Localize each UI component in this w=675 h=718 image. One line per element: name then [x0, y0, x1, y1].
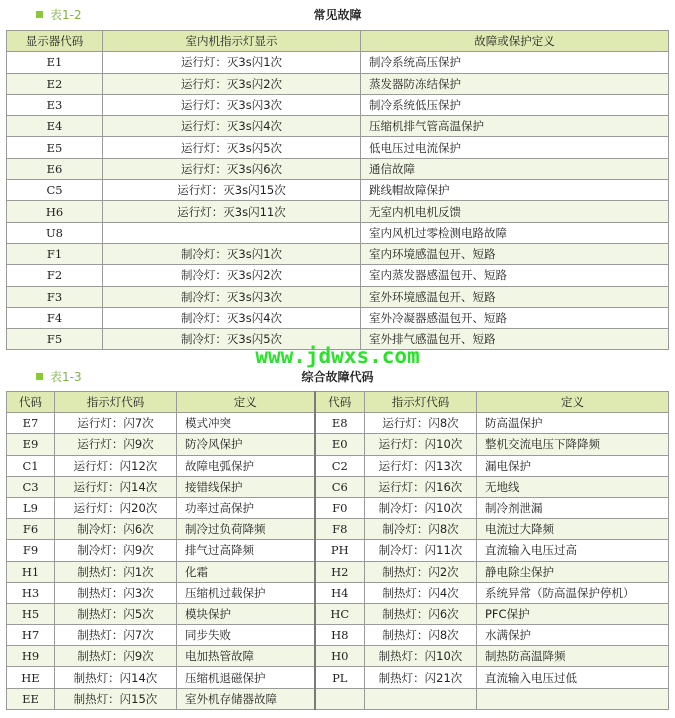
- indicator-cell: 制冷灯：闪9次: [55, 540, 177, 561]
- code-cell: H2: [315, 561, 365, 582]
- indicator-cell: 制热灯：闪9次: [55, 646, 177, 667]
- indicator-cell: 制热灯：闪4次: [365, 582, 477, 603]
- display-code-cell: E3: [7, 94, 103, 115]
- definition-cell: 蒸发器防冻结保护: [361, 73, 669, 94]
- table-row: [7, 286, 669, 307]
- display-code-cell: F5: [7, 329, 103, 350]
- definition-cell: 静电除尘保护: [477, 561, 669, 582]
- table-row: [7, 625, 669, 646]
- table-row: [7, 180, 669, 201]
- indicator-cell: 运行灯：闪12次: [55, 455, 177, 476]
- indicator-cell: 制热灯：闪21次: [365, 667, 477, 688]
- definition-cell: 防冷风保护: [177, 434, 315, 455]
- definition-cell: 水满保护: [477, 625, 669, 646]
- display-code-cell: F4: [7, 307, 103, 328]
- table-row: [7, 413, 669, 434]
- definition-cell: 化霜: [177, 561, 315, 582]
- definition-cell: 室外环境感温包开、短路: [361, 286, 669, 307]
- definition-cell: 制冷系统高压保护: [361, 52, 669, 73]
- definition-cell: 漏电保护: [477, 455, 669, 476]
- code-cell: H9: [7, 646, 55, 667]
- code-cell: PL: [315, 667, 365, 688]
- fault-codes-table: [6, 391, 669, 710]
- definition-cell: 制冷剂泄漏: [477, 497, 669, 518]
- definition-cell: 室内环境感温包开、短路: [361, 243, 669, 264]
- indicator-cell: 运行灯：闪7次: [55, 413, 177, 434]
- code-cell: E9: [7, 434, 55, 455]
- indicator-cell: 运行灯：闪13次: [365, 455, 477, 476]
- table1-header: [0, 6, 675, 24]
- indicator-cell: 制冷灯：灭3s闪5次: [103, 329, 361, 350]
- definition-cell: 功率过高保护: [177, 497, 315, 518]
- indicator-cell: 运行灯：灭3s闪3次: [103, 94, 361, 115]
- indicator-cell: 制热灯：闪7次: [55, 625, 177, 646]
- indicator-cell: 运行灯：灭3s闪1次: [103, 52, 361, 73]
- code-cell: H0: [315, 646, 365, 667]
- indicator-cell: 制热灯：闪15次: [55, 688, 177, 709]
- code-cell: H5: [7, 603, 55, 624]
- definition-cell: 制冷系统低压保护: [361, 94, 669, 115]
- code-cell: [315, 688, 365, 709]
- column-header: 故障或保护定义: [361, 31, 669, 52]
- table-row: [7, 497, 669, 518]
- column-header: 代码: [7, 392, 55, 413]
- display-code-cell: F3: [7, 286, 103, 307]
- definition-cell: 制热防高温降频: [477, 646, 669, 667]
- code-cell: HE: [7, 667, 55, 688]
- definition-cell: 电加热管故障: [177, 646, 315, 667]
- table-row: [7, 307, 669, 328]
- indicator-cell: 运行灯：灭3s闪5次: [103, 137, 361, 158]
- table-row: [7, 603, 669, 624]
- indicator-cell: 运行灯：灭3s闪6次: [103, 158, 361, 179]
- indicator-cell: 运行灯：闪16次: [365, 476, 477, 497]
- definition-cell: 通信故障: [361, 158, 669, 179]
- code-cell: H4: [315, 582, 365, 603]
- column-header: 定义: [177, 392, 315, 413]
- definition-cell: 压缩机退磁保护: [177, 667, 315, 688]
- display-code-cell: E1: [7, 52, 103, 73]
- indicator-cell: [365, 688, 477, 709]
- table-row: [7, 52, 669, 73]
- indicator-cell: 运行灯：闪20次: [55, 497, 177, 518]
- definition-cell: 电流过大降频: [477, 519, 669, 540]
- indicator-cell: 运行灯：灭3s闪11次: [103, 201, 361, 222]
- indicator-cell: 制热灯：闪8次: [365, 625, 477, 646]
- indicator-cell: 运行灯：闪8次: [365, 413, 477, 434]
- definition-cell: 压缩机过载保护: [177, 582, 315, 603]
- code-cell: H3: [7, 582, 55, 603]
- table2-header: [0, 368, 675, 386]
- code-cell: C6: [315, 476, 365, 497]
- indicator-cell: 制冷灯：灭3s闪2次: [103, 265, 361, 286]
- code-cell: E8: [315, 413, 365, 434]
- code-cell: C1: [7, 455, 55, 476]
- indicator-cell: 制热灯：闪10次: [365, 646, 477, 667]
- code-cell: HC: [315, 603, 365, 624]
- definition-cell: 排气过高降频: [177, 540, 315, 561]
- watermark: www.jdwxs.com: [255, 344, 420, 368]
- code-cell: H7: [7, 625, 55, 646]
- indicator-cell: 运行灯：闪9次: [55, 434, 177, 455]
- code-cell: C2: [315, 455, 365, 476]
- display-code-cell: E5: [7, 137, 103, 158]
- table-row: [7, 455, 669, 476]
- column-header: 指示灯代码: [55, 392, 177, 413]
- display-code-cell: H6: [7, 201, 103, 222]
- definition-cell: 室外冷凝器感温包开、短路: [361, 307, 669, 328]
- table-row: [7, 561, 669, 582]
- definition-cell: [477, 688, 669, 709]
- definition-cell: 直流输入电压过高: [477, 540, 669, 561]
- display-code-cell: E4: [7, 116, 103, 137]
- definition-cell: 压缩机排气管高温保护: [361, 116, 669, 137]
- indicator-cell: 制冷灯：灭3s闪4次: [103, 307, 361, 328]
- display-code-cell: E6: [7, 158, 103, 179]
- definition-cell: PFC保护: [477, 603, 669, 624]
- definition-cell: 系统异常（防高温保护停机）: [477, 582, 669, 603]
- column-header: 代码: [315, 392, 365, 413]
- definition-cell: 模块保护: [177, 603, 315, 624]
- table-row: [7, 582, 669, 603]
- definition-cell: 室外机存储器故障: [177, 688, 315, 709]
- table-row: [7, 137, 669, 158]
- indicator-cell: 制热灯：闪5次: [55, 603, 177, 624]
- display-code-cell: F2: [7, 265, 103, 286]
- indicator-cell: 制热灯：闪14次: [55, 667, 177, 688]
- definition-cell: 低电压过电流保护: [361, 137, 669, 158]
- indicator-cell: 运行灯：灭3s闪4次: [103, 116, 361, 137]
- table-row: [7, 646, 669, 667]
- table-row: [7, 667, 669, 688]
- definition-cell: 防高温保护: [477, 413, 669, 434]
- code-cell: F0: [315, 497, 365, 518]
- definition-cell: 制冷过负荷降频: [177, 519, 315, 540]
- code-cell: F8: [315, 519, 365, 540]
- table2-label: 表1-3: [50, 370, 82, 384]
- definition-cell: 跳线帽故障保护: [361, 180, 669, 201]
- definition-cell: 无室内机电机反馈: [361, 201, 669, 222]
- indicator-cell: 制冷灯：灭3s闪1次: [103, 243, 361, 264]
- definition-cell: 整机交流电压下降降频: [477, 434, 669, 455]
- display-code-cell: F1: [7, 243, 103, 264]
- column-header: 指示灯代码: [365, 392, 477, 413]
- code-cell: F6: [7, 519, 55, 540]
- code-cell: F9: [7, 540, 55, 561]
- code-cell: L9: [7, 497, 55, 518]
- indicator-cell: 运行灯：灭3s闪2次: [103, 73, 361, 94]
- indicator-cell: [103, 222, 361, 243]
- table-row: [7, 688, 669, 709]
- display-code-cell: E2: [7, 73, 103, 94]
- definition-cell: 直流输入电压过低: [477, 667, 669, 688]
- table-row: [7, 94, 669, 115]
- table-row: [7, 73, 669, 94]
- definition-cell: 室内风机过零检测电路故障: [361, 222, 669, 243]
- table-row: [7, 434, 669, 455]
- code-cell: C3: [7, 476, 55, 497]
- definition-cell: 无地线: [477, 476, 669, 497]
- indicator-cell: 运行灯：灭3s闪15次: [103, 180, 361, 201]
- column-header: 室内机指示灯显示: [103, 31, 361, 52]
- code-cell: H8: [315, 625, 365, 646]
- indicator-cell: 运行灯：闪10次: [365, 434, 477, 455]
- table-row: [7, 116, 669, 137]
- table-row: [7, 476, 669, 497]
- table-row: [7, 540, 669, 561]
- indicator-cell: 制冷灯：闪8次: [365, 519, 477, 540]
- code-cell: EE: [7, 688, 55, 709]
- table-row: [7, 519, 669, 540]
- code-cell: E0: [315, 434, 365, 455]
- column-header: 定义: [477, 392, 669, 413]
- table-row: [7, 158, 669, 179]
- code-cell: H1: [7, 561, 55, 582]
- indicator-cell: 运行灯：闪14次: [55, 476, 177, 497]
- definition-cell: 模式冲突: [177, 413, 315, 434]
- table-row: [7, 265, 669, 286]
- indicator-cell: 制热灯：闪6次: [365, 603, 477, 624]
- table-row: [7, 222, 669, 243]
- code-cell: E7: [7, 413, 55, 434]
- definition-cell: 室内蒸发器感温包开、短路: [361, 265, 669, 286]
- indicator-cell: 制热灯：闪3次: [55, 582, 177, 603]
- common-faults-table: [6, 30, 669, 350]
- definition-cell: 室外排气感温包开、短路: [361, 329, 669, 350]
- code-cell: PH: [315, 540, 365, 561]
- indicator-cell: 制冷灯：闪11次: [365, 540, 477, 561]
- definition-cell: 故障电弧保护: [177, 455, 315, 476]
- indicator-cell: 制热灯：闪1次: [55, 561, 177, 582]
- indicator-cell: 制冷灯：闪10次: [365, 497, 477, 518]
- display-code-cell: U8: [7, 222, 103, 243]
- definition-cell: 接错线保护: [177, 476, 315, 497]
- table-row: [7, 243, 669, 264]
- table2-title: 综合故障代码: [301, 370, 374, 384]
- column-header: 显示器代码: [7, 31, 103, 52]
- display-code-cell: C5: [7, 180, 103, 201]
- indicator-cell: 制冷灯：闪6次: [55, 519, 177, 540]
- definition-cell: 同步失败: [177, 625, 315, 646]
- table1-title: 常见故障: [313, 8, 362, 22]
- indicator-cell: 制冷灯：灭3s闪3次: [103, 286, 361, 307]
- table-row: [7, 201, 669, 222]
- table1-label: 表1-2: [50, 8, 82, 22]
- indicator-cell: 制热灯：闪2次: [365, 561, 477, 582]
